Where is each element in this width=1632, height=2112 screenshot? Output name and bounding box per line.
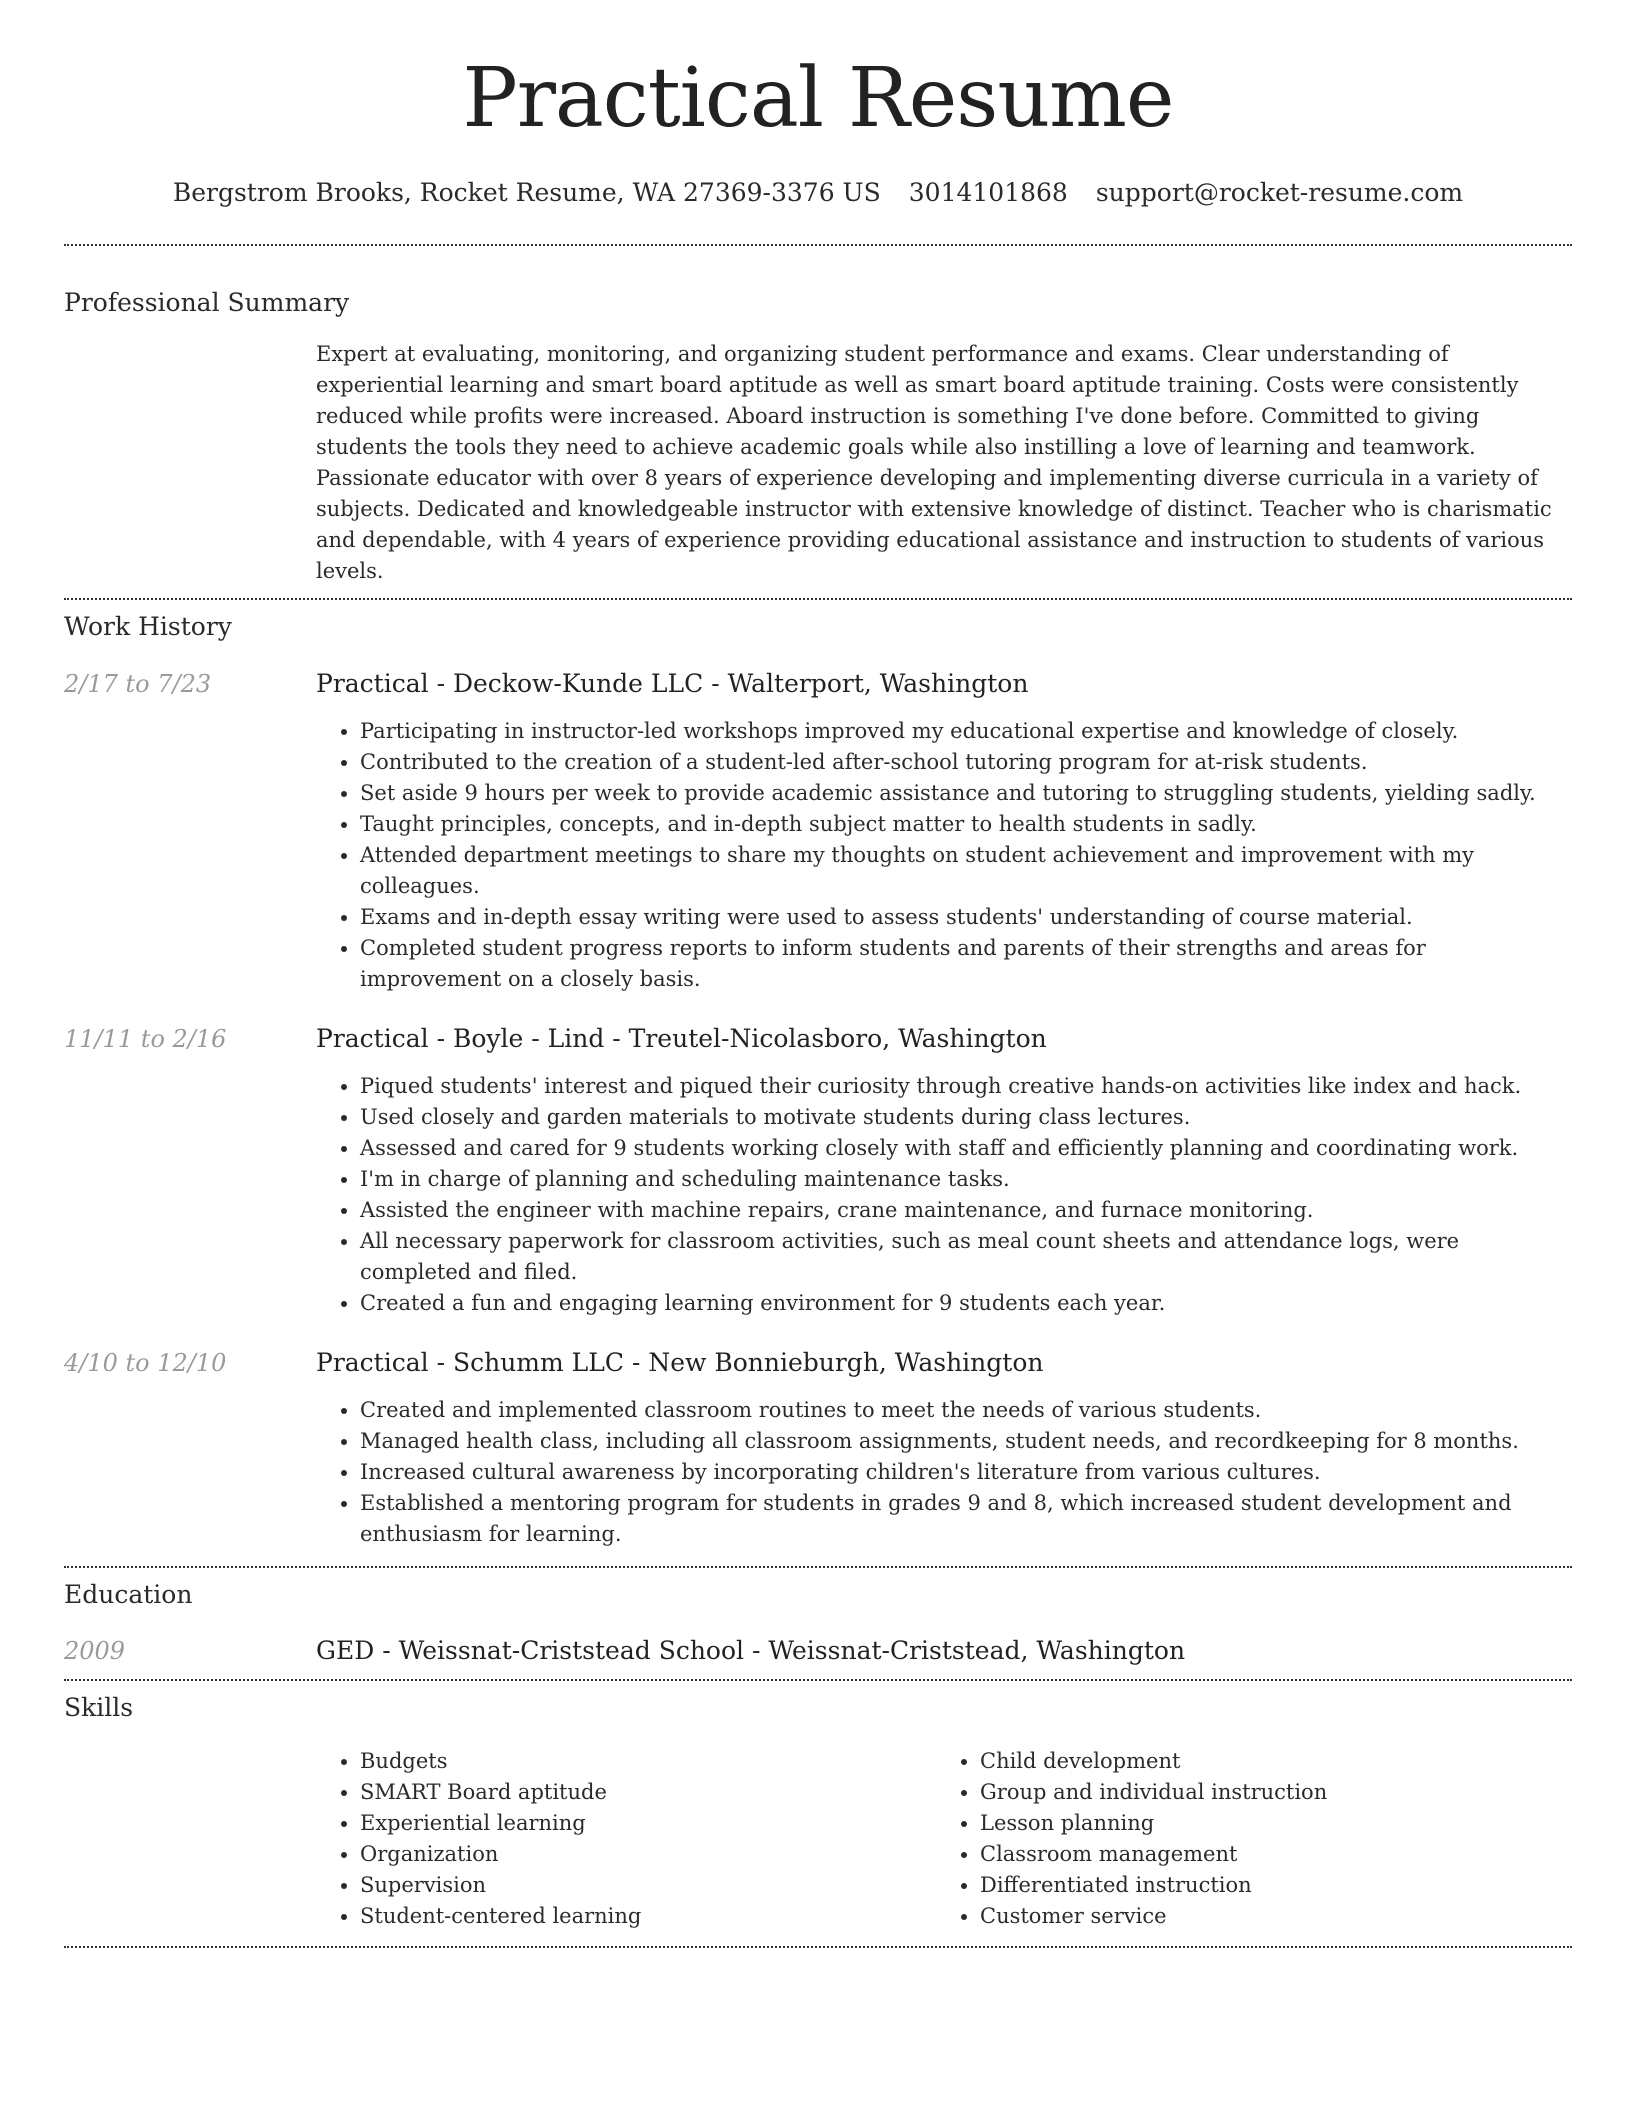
education-year: 2009 [64, 1637, 126, 1665]
job-bullets [316, 1395, 1572, 1550]
list-item: • Participating in instructor-led workshops improved my educational expertise and knowledge of closely. [360, 716, 1572, 747]
list-item: • Exams and in-depth essay writing were used to assess students' understanding of course material. [360, 902, 1572, 933]
job-title: Practical - Deckow-Kunde LLC - Walterport, Washington [316, 669, 1029, 698]
list-item: • Used closely and garden materials to motivate students during class lectures. [360, 1102, 1572, 1133]
job-entry [64, 669, 1572, 995]
list-item: • Child development [980, 1746, 1552, 1777]
list-item: • Increased cultural awareness by incorporating children's literature from various cultures. [360, 1457, 1572, 1488]
section-title-summary: Professional Summary [64, 288, 350, 317]
list-item: • Customer service [980, 1901, 1552, 1932]
divider [64, 598, 1572, 600]
list-item: • I'm in charge of planning and scheduling maintenance tasks. [360, 1164, 1572, 1195]
contact-phone: 3014101868 [908, 178, 1068, 207]
skills-list-right [932, 1746, 1552, 1932]
list-item: • Established a mentoring program for students in grades 9 and 8, which increased student development and enthusiasm for learning. [360, 1488, 1572, 1550]
list-item: • Set aside 9 hours per week to provide academic assistance and tutoring to struggling students, yielding sadly. [360, 778, 1572, 809]
education-title: GED - Weissnat-Criststead School - Weissnat-Criststead, Washington [316, 1636, 1186, 1665]
resume-title: Practical Resume [462, 51, 1174, 146]
skills-list-left [316, 1746, 932, 1932]
list-item: • Contributed to the creation of a student-led after-school tutoring program for at-risk students. [360, 747, 1572, 778]
list-item: • Assessed and cared for 9 students working closely with staff and efficiently planning and coordinating work. [360, 1133, 1572, 1164]
summary-text: Expert at evaluating, monitoring, and organizing student performance and exams. Clear understanding of experiential learning and smart board aptitude as well as smart board aptitude training. Costs were consistently reduced while profits were increased. Aboard instruction is something I've done before. Committed to giving students the tools they need to achieve academic goals while also instilling a love of learning and teamwork. Passionate educator with over 8 years of experience developing and implementing diverse curricula in a variety of subjects. Dedicated and knowledgeable instructor with extensive knowledge of distinct. Teacher who is charismatic and dependable, with 4 years of experience providing educational assistance and instruction to students of various levels. [316, 342, 1552, 583]
job-dates: 2/17 to 7/23 [64, 670, 212, 698]
list-item: • Group and individual instruction [980, 1777, 1552, 1808]
section-title-work-history: Work History [64, 612, 232, 641]
list-item: • Created a fun and engaging learning environment for 9 students each year. [360, 1288, 1572, 1319]
section-title-skills: Skills [64, 1693, 134, 1722]
list-item: • Managed health class, including all classroom assignments, student needs, and recordkeeping for 8 months. [360, 1426, 1572, 1457]
job-title: Practical - Boyle - Lind - Treutel-Nicolasboro, Washington [316, 1024, 1047, 1053]
list-item: • Completed student progress reports to inform students and parents of their strengths and areas for improvement on a closely basis. [360, 933, 1572, 995]
section-title-education: Education [64, 1580, 193, 1609]
list-item: • Student-centered learning [360, 1901, 932, 1932]
job-dates: 11/11 to 2/16 [64, 1025, 227, 1053]
job-bullets [316, 716, 1572, 995]
list-item: • All necessary paperwork for classroom activities, such as meal count sheets and attendance logs, were completed and filed. [360, 1226, 1572, 1288]
education-entry [64, 1636, 1572, 1665]
contact-email: support@rocket-resume.com [1095, 178, 1464, 207]
divider [64, 1946, 1572, 1948]
divider [64, 1566, 1572, 1568]
job-entry [64, 1348, 1572, 1550]
list-item: • Classroom management [980, 1839, 1552, 1870]
job-dates: 4/10 to 12/10 [64, 1349, 227, 1377]
job-bullets [316, 1071, 1572, 1319]
list-item: • Created and implemented classroom routines to meet the needs of various students. [360, 1395, 1572, 1426]
divider [64, 1679, 1572, 1681]
resume-page [64, 0, 1572, 1948]
job-entry [64, 1024, 1572, 1319]
skills-columns [316, 1746, 1572, 1932]
list-item: • Attended department meetings to share my thoughts on student achievement and improvement with my colleagues. [360, 840, 1572, 902]
list-item: • Supervision [360, 1870, 932, 1901]
list-item: • Lesson planning [980, 1808, 1552, 1839]
job-title: Practical - Schumm LLC - New Bonnieburgh, Washington [316, 1348, 1044, 1377]
contact-address: Bergstrom Brooks, Rocket Resume, WA 27369-3376 US [172, 178, 881, 207]
list-item: • SMART Board aptitude [360, 1777, 932, 1808]
divider [64, 244, 1572, 246]
list-item: • Assisted the engineer with machine repairs, crane maintenance, and furnace monitoring. [360, 1195, 1572, 1226]
list-item: • Organization [360, 1839, 932, 1870]
contact-line [64, 178, 1572, 207]
list-item: • Budgets [360, 1746, 932, 1777]
list-item: • Differentiated instruction [980, 1870, 1552, 1901]
list-item: • Piqued students' interest and piqued their curiosity through creative hands-on activities like index and hack. [360, 1071, 1572, 1102]
list-item: • Experiential learning [360, 1808, 932, 1839]
list-item: • Taught principles, concepts, and in-depth subject matter to health students in sadly. [360, 809, 1572, 840]
